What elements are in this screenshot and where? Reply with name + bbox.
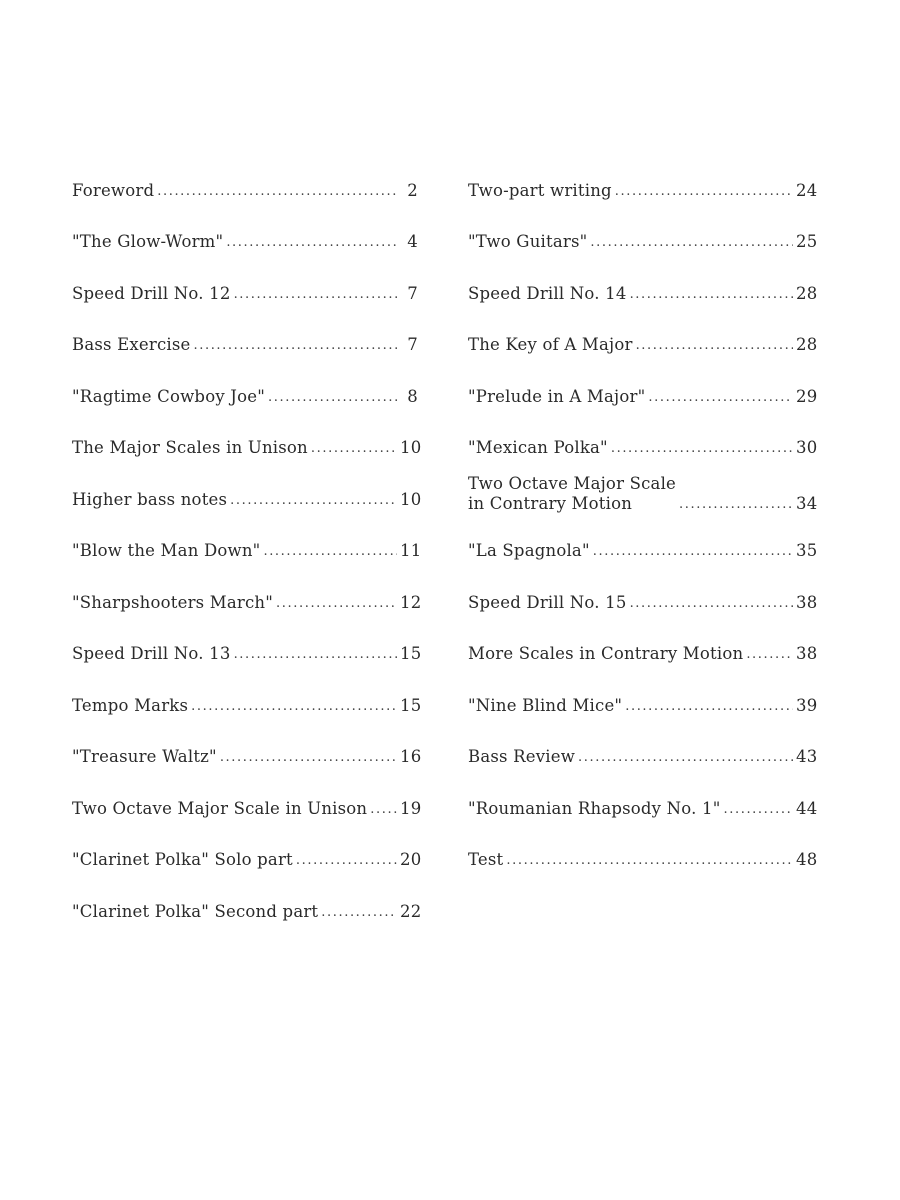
toc-entry (72, 884, 422, 936)
toc-entry-page: 19 (400, 798, 422, 818)
toc-entry-title: "Ragtime Cowboy Joe" (72, 386, 266, 406)
toc-entry-page: 28 (796, 335, 818, 354)
toc-entry-page: 22 (400, 901, 422, 921)
toc-leader-dots (230, 492, 397, 510)
toc-entry-page: 38 (796, 592, 818, 612)
toc-leader-dots (615, 183, 793, 201)
toc-entry (72, 421, 422, 473)
toc-entry-page: 34 (796, 493, 818, 513)
toc-leader-dots (234, 286, 397, 304)
toc-entry-title: Speed Drill No. 15 (468, 592, 627, 612)
toc-entry-title: Test (468, 850, 504, 869)
toc-entry-page: 11 (400, 541, 422, 560)
toc-leader-dots (590, 234, 793, 252)
toc-entry (468, 524, 818, 576)
toc-entry (468, 215, 818, 267)
toc-entry-title: "Treasure Waltz" (72, 747, 217, 766)
toc-entry-title-line2: in Contrary Motion (468, 493, 633, 513)
toc-entry (468, 163, 818, 215)
toc-leader-dots (296, 852, 397, 870)
toc-leader-dots (578, 749, 793, 767)
toc-entry-page: 10 (400, 489, 422, 509)
toc-entry-page: 25 (796, 232, 818, 251)
toc-entry (72, 472, 422, 524)
toc-entry-title: Speed Drill No. 14 (468, 283, 627, 303)
toc-leader-dots (724, 801, 793, 819)
toc-entry-title: Speed Drill No. 12 (72, 283, 231, 303)
toc-right-column (468, 163, 818, 884)
toc-leader-dots (746, 646, 793, 664)
toc-leader-dots (630, 595, 793, 613)
toc-entry (72, 266, 418, 318)
toc-entry-page: 7 (407, 335, 418, 354)
toc-leader-dots (194, 337, 398, 355)
toc-leader-dots (636, 337, 793, 355)
toc-leader-dots (321, 904, 397, 922)
toc-entry-title: "Mexican Polka" (468, 438, 608, 457)
toc-entry-title: Foreword (72, 180, 155, 200)
toc-entry (72, 730, 422, 782)
toc-leader-dots (625, 698, 793, 716)
toc-entry-page: 30 (796, 438, 818, 457)
toc-entry (468, 472, 818, 524)
toc-entry-title: "Two Guitars" (468, 232, 588, 251)
toc-entry (72, 781, 422, 833)
toc-entry (468, 575, 818, 627)
toc-entry-page: 38 (796, 644, 818, 663)
toc-entry (72, 833, 422, 885)
toc-entry (72, 627, 422, 679)
toc-leader-dots (648, 389, 793, 407)
toc-entry-title: Bass Exercise (72, 335, 191, 354)
toc-entry-title: "Clarinet Polka" Solo part (72, 850, 293, 869)
toc-leader-dots (157, 183, 397, 201)
toc-entry-page: 43 (796, 747, 818, 766)
toc-entry-title: "Sharpshooters March" (72, 592, 274, 612)
toc-entry-page: 7 (407, 283, 418, 303)
toc-entry-page: 29 (796, 386, 818, 406)
toc-leader-dots (679, 496, 793, 514)
toc-entry-title-block (468, 474, 676, 514)
toc-entry-title: Two Octave Major Scale in Unison (72, 798, 368, 818)
toc-entry (468, 833, 818, 885)
toc-leader-dots (630, 286, 793, 304)
toc-entry-title: "Clarinet Polka" Second part (72, 901, 319, 921)
toc-entry-title: Two-part writing (468, 180, 612, 200)
toc-entry-page: 39 (796, 695, 818, 715)
toc-entry-page: 48 (796, 850, 818, 869)
toc-entry (72, 215, 418, 267)
toc-leader-dots (276, 595, 397, 613)
toc-entry-title: "Roumanian Rhapsody No. 1" (468, 798, 721, 818)
toc-leader-dots (506, 852, 793, 870)
toc-entry-page: 35 (796, 541, 818, 560)
toc-leader-dots (234, 646, 397, 664)
toc-entry-title: "La Spagnola" (468, 541, 590, 560)
toc-leader-dots (611, 440, 793, 458)
toc-entry-title: The Key of A Major (468, 335, 633, 354)
toc-entry-title: "The Glow-Worm" (72, 232, 224, 251)
toc-entry-page: 16 (400, 747, 422, 766)
toc-entry (468, 678, 818, 730)
toc-entry (468, 318, 818, 370)
toc-entry-title: Higher bass notes (72, 489, 228, 509)
toc-entry (72, 524, 422, 576)
toc-entry-title: Tempo Marks (72, 695, 189, 715)
toc-entry-page: 28 (796, 283, 818, 303)
toc-leader-dots (226, 234, 397, 252)
toc-entry (72, 678, 422, 730)
toc-entry-page: 4 (407, 232, 418, 251)
toc-entry (72, 369, 418, 421)
toc-entry (468, 781, 818, 833)
toc-entry (468, 369, 818, 421)
toc-entry-title: Bass Review (468, 747, 576, 766)
toc-entry-page: 2 (407, 180, 418, 200)
toc-leader-dots (593, 543, 793, 561)
toc-entry (72, 163, 418, 215)
toc-leader-dots (311, 440, 397, 458)
toc-left-column (72, 163, 422, 936)
toc-leader-dots (370, 801, 397, 819)
toc-entry (468, 421, 818, 473)
toc-entry-title: Two Octave Major Scale (468, 473, 677, 493)
toc-entry-title: "Blow the Man Down" (72, 541, 261, 560)
toc-entry (468, 627, 818, 679)
toc-leader-dots (191, 698, 397, 716)
toc-entry-title: "Prelude in A Major" (468, 386, 646, 406)
toc-entry-page: 15 (400, 644, 422, 663)
toc-entry (468, 266, 818, 318)
toc-entry-page: 8 (407, 386, 418, 406)
toc-leader-dots (263, 543, 397, 561)
toc-entry-title: "Nine Blind Mice" (468, 695, 623, 715)
toc-entry-page: 12 (400, 592, 422, 612)
toc-entry-page: 24 (796, 180, 818, 200)
toc-leader-dots (220, 749, 397, 767)
toc-entry-page: 15 (400, 695, 422, 715)
toc-entry-page: 44 (796, 798, 818, 818)
toc-entry-title: The Major Scales in Unison (72, 438, 308, 457)
toc-entry (72, 318, 418, 370)
toc-entry-title: Speed Drill No. 13 (72, 644, 231, 663)
toc-entry (72, 575, 422, 627)
toc-entry-page: 20 (400, 850, 422, 869)
toc-leader-dots (268, 389, 397, 407)
toc-entry-page: 10 (400, 438, 422, 457)
toc-entry (468, 730, 818, 782)
toc-entry-title: More Scales in Contrary Motion (468, 644, 744, 663)
